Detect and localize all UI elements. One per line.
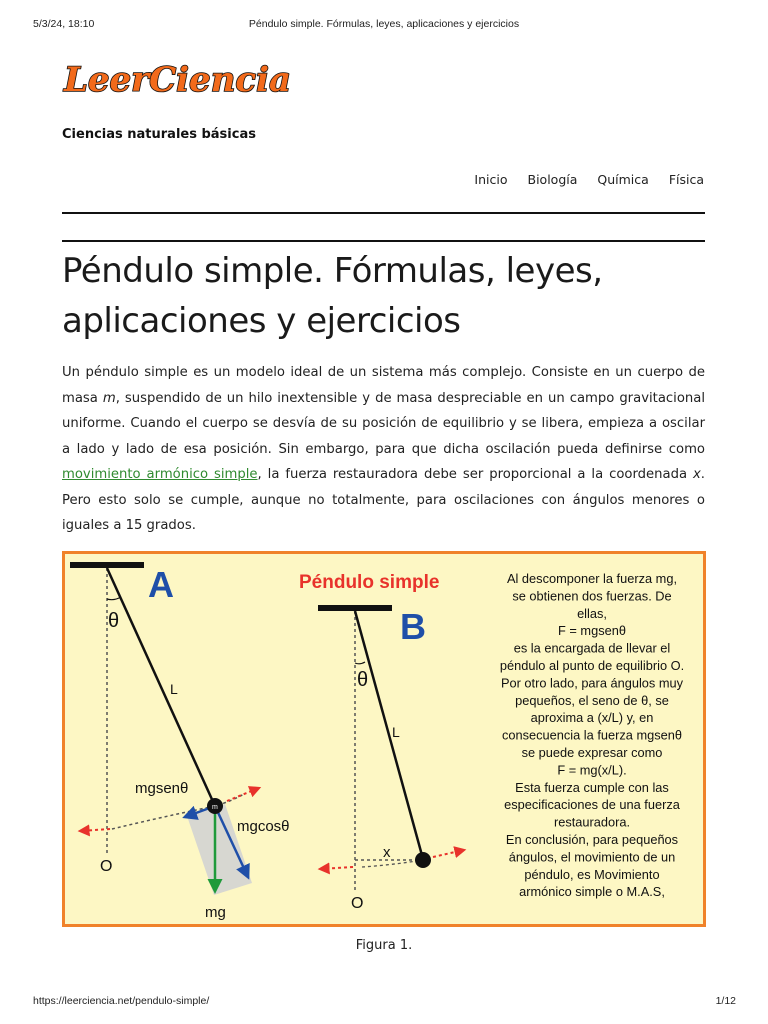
label-mg: mg xyxy=(205,904,226,921)
theta-a: θ xyxy=(108,610,120,632)
pendulum-figure xyxy=(62,551,706,927)
label-x: x xyxy=(383,844,391,861)
main-nav xyxy=(474,172,704,187)
intro-paragraph xyxy=(62,360,705,539)
figure-description-line: péndulo, es Movimiento xyxy=(524,866,660,882)
logo-text: LeerCiencia xyxy=(64,60,292,100)
print-url: https://leerciencia.net/pendulo-simple/ xyxy=(33,995,210,1007)
header-divider xyxy=(62,212,705,214)
site-tagline: Ciencias naturales básicas xyxy=(62,127,256,142)
figure-description-line: F = mg(x/L). xyxy=(557,762,627,778)
mass-a: m xyxy=(212,804,218,811)
nav-item-fisica[interactable]: Física xyxy=(668,172,704,187)
title-divider xyxy=(62,240,705,242)
figure-description-line: pequeños, el seno de θ, se xyxy=(515,692,669,708)
figure-description-line: Esta fuerza cumple con las xyxy=(515,779,669,795)
figure-description-line: es la encargada de llevar el xyxy=(513,640,671,656)
label-mgsen: mgsenθ xyxy=(135,780,189,797)
mas-link[interactable]: movimiento armónico simple xyxy=(62,467,258,482)
print-doc-title: Péndulo simple. Fórmulas, leyes, aplicaciones y ejercicios xyxy=(248,18,520,30)
figure-caption: Figura 1. xyxy=(355,938,413,953)
figure-description-line: ángulos, el movimiento de un xyxy=(508,849,676,865)
intro-var-m: m xyxy=(102,390,116,406)
origin-a: O xyxy=(100,858,113,875)
pendulum-b-support xyxy=(318,605,392,611)
nav-item-biologia[interactable]: Biología xyxy=(527,172,578,187)
intro-text-4: . Pero esto solo se cumple, aunque no totalmente, para oscilaciones con ángulos menores o iguales a 15 grados. xyxy=(62,467,705,533)
nav-item-quimica[interactable]: Química xyxy=(597,172,649,187)
site-logo[interactable] xyxy=(62,55,292,107)
figure-description-line: armónico simple o M.A.S, xyxy=(519,884,665,900)
theta-b: θ xyxy=(357,669,369,691)
figure-description-line: ellas, xyxy=(577,605,607,621)
figure-description-line: aproxima a (x/L) y, en xyxy=(530,710,654,726)
figure-description-line: En conclusión, para pequeños xyxy=(505,832,679,847)
bob-b xyxy=(415,852,431,868)
origin-b: O xyxy=(351,895,364,912)
nav-item-inicio[interactable]: Inicio xyxy=(474,172,508,187)
pendulum-a-support xyxy=(70,562,144,568)
figure-description-line: se puede expresar como xyxy=(521,745,663,760)
print-datetime: 5/3/24, 18:10 xyxy=(33,18,95,30)
intro-text-2: , suspendido de un hilo inextensible y de masa despreciable en un campo gravitacional uniforme. Cuando el cuerpo se desvía de su posición de equilibrio y se libera, empieza a oscilar a lado y lado de esa posición. Sin embargo, para que dicha oscilación pueda definirse como xyxy=(62,390,705,457)
print-page-number: 1/12 xyxy=(715,995,736,1007)
intro-var-x: x xyxy=(692,467,701,482)
figure-description-line: péndulo al punto de equilibrio O. xyxy=(499,658,685,673)
label-b: B xyxy=(400,606,426,647)
article-title: Péndulo simple. Fórmulas, leyes, aplicaciones y ejercicios xyxy=(62,251,603,341)
figure-description-line: se obtienen dos fuerzas. De xyxy=(512,588,672,604)
print-header xyxy=(0,18,768,32)
figure-description-line: consecuencia la fuerza mgsenθ xyxy=(502,727,682,743)
figure-description-line: Por otro lado, para ángulos muy xyxy=(500,675,684,691)
intro-text-3: , la fuerza restauradora debe ser proporcional a la coordenada xyxy=(257,467,693,482)
intro-text-1: Un péndulo simple es un modelo ideal de un sistema más complejo. Consiste en un cuerpo de masa xyxy=(62,365,705,406)
length-b: L xyxy=(392,724,400,740)
figure-description-line: Al descomponer la fuerza mg, xyxy=(507,571,677,586)
figure-description-line: especificaciones de una fuerza xyxy=(504,797,680,813)
length-a: L xyxy=(170,681,178,697)
label-mgcos: mgcosθ xyxy=(237,818,290,835)
label-a: A xyxy=(148,564,174,605)
figure-description-line: restauradora. xyxy=(553,814,631,830)
figure-heading: Péndulo simple xyxy=(299,572,440,593)
figure-description-line: F = mgsenθ xyxy=(558,623,626,639)
